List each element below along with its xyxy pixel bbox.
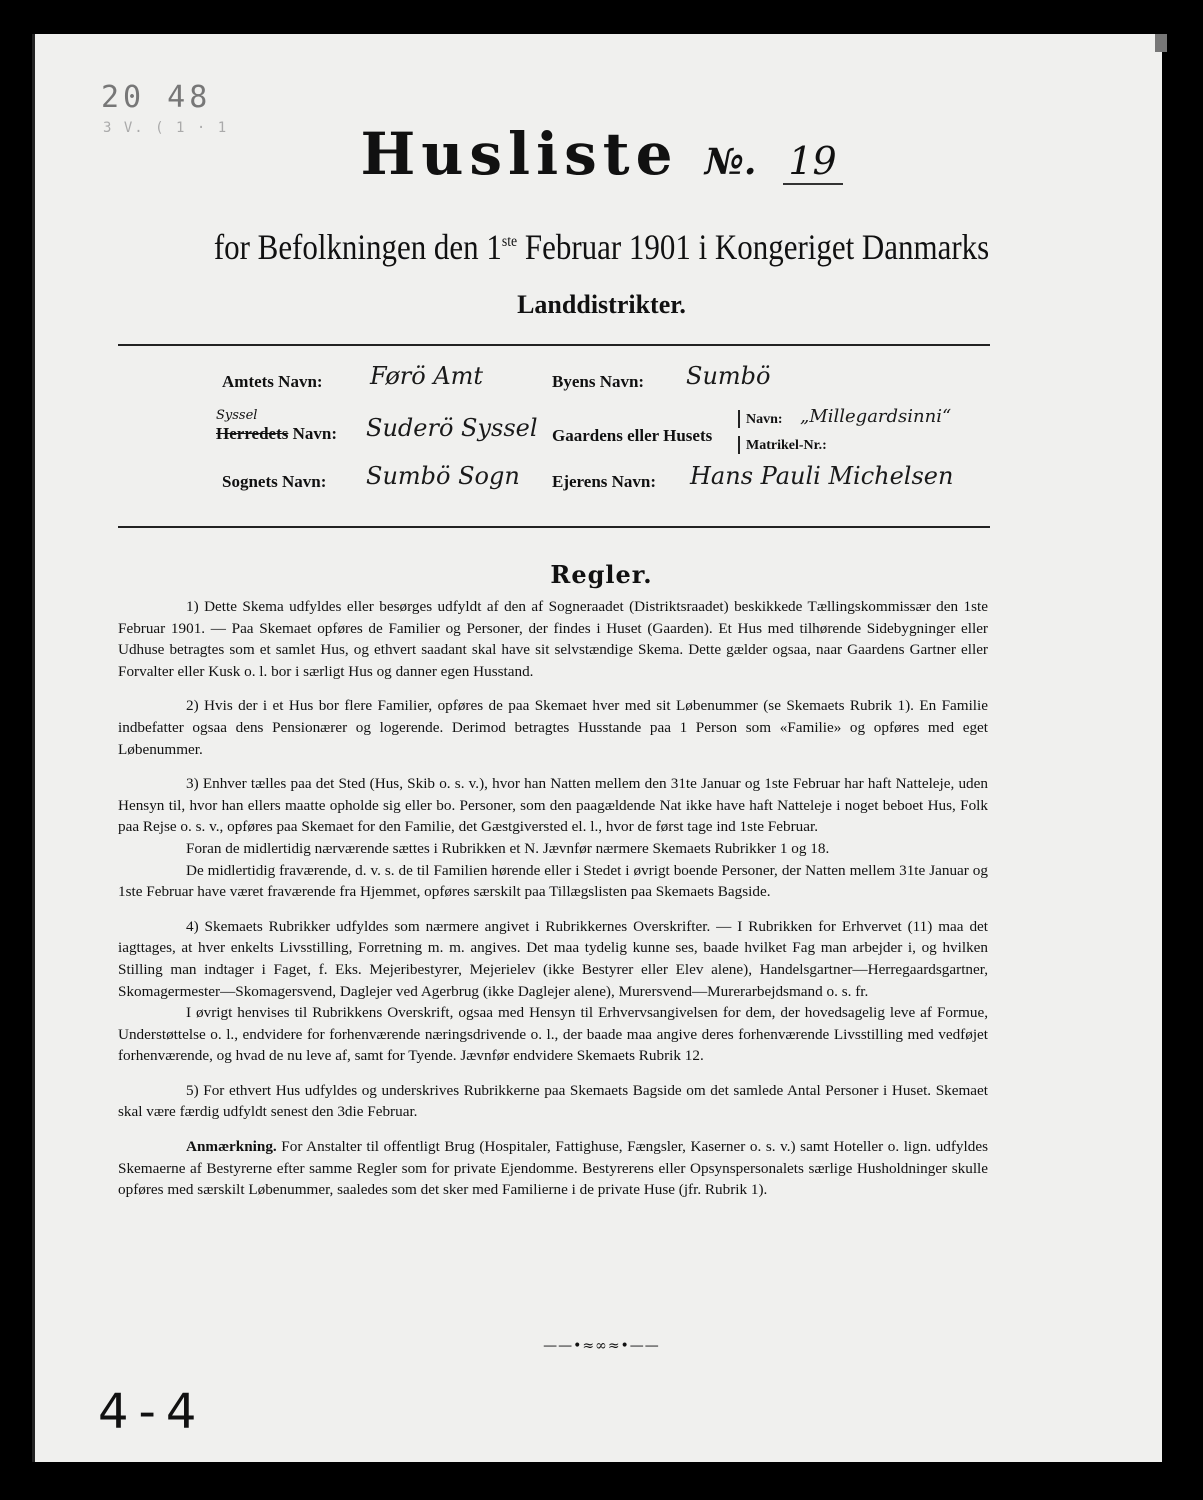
archive-stamp-faint: 3 V. ( 1 · 1 (103, 120, 229, 136)
rules-body (118, 596, 988, 1214)
handwritten-page-mark: 4-4 (98, 1384, 207, 1440)
ornament-divider: ——•≈∞≈•—— (543, 1338, 660, 1354)
house-number: 19 (783, 139, 843, 185)
rule-3b: Foran de midlertidig nærværende sættes i Rubrikken et N. Jævnfør nærmere Skemaets Rubrikker 1 og 18. (186, 839, 830, 857)
subtitle-post: Februar 1901 i Kongeriget Danmarks (517, 227, 990, 267)
rule-2: 2) Hvis der i et Hus bor flere Familier, opføres de paa Skemaet hver med sit Løbenummer (se Skemaets Rubrik 1). En Familie indbefatter ogsaa dens Pensionærer og logerende. Derimod betragtes Husstande paa 1 Person som «Familie» og opføres med eget Løbenummer. (118, 697, 988, 758)
herred-overwrite: Syssel (216, 408, 258, 423)
ejer-value: Hans Pauli Michelsen (690, 462, 954, 490)
annotation-text: For Anstalter til offentligt Brug (Hospitaler, Fattighuse, Fængsler, Kaserner o. s. v.) samt Hoteller o. lign. udfyldes Skemaerne af Bestyrerne efter samme Regler som for private Ejendomme. Bestyrerens eller Opsynspersonalets særlige Husholdninger skulle opføres med særskilt Løbenummer, saaledes som det sker med Familierne i de private Huse (jfr. Rubrik 1). (118, 1138, 988, 1199)
amt-label: Amtets Navn: (222, 372, 323, 391)
herred-label-rest: Navn: (288, 424, 338, 443)
number-prefix: №. (704, 141, 757, 183)
form-subtitle (84, 226, 1119, 268)
byens-label: Byens Navn: (552, 372, 645, 391)
herred-value: Suderö Syssel (366, 414, 538, 442)
annotation (118, 1136, 988, 1201)
corner-tab (1155, 34, 1167, 52)
rule-5: 5) For ethvert Hus udfyldes og underskrives Rubrikkerne paa Skemaets Bagside om det samlede Antal Personer i Huset. Skemaet skal være færdig udfyldt senest den 3die Februar. (118, 1081, 988, 1121)
sogn-value: Sumbö Sogn (366, 462, 520, 490)
annotation-label: Anmærkning. (186, 1138, 277, 1156)
subtitle-sup: ste (501, 233, 518, 250)
rule-4a: 4) Skemaets Rubrikker udfyldes som nærmere angivet i Rubrikkernes Overskrifter. — I Rubrikken for Erhvervet (11) maa det iagttages, at hver enkelts Livsstilling, Forretning m. m. angives. Det maa tydelig kunne ses, baade hvilket Fag man arbejder i, og hvilken Stilling man indtager i Faget, f. Eks. Mejeribestyrer, Mejerielev (ikke Bestyrer eller Elev alene), Handelsgartner—Herregaardsgartner, Skomagermester—Skomagersvend, Daglejer ved Agerbrug (ikke Daglejer alene), Murersvend—Murerarbejdsmand o. s. fr. (118, 917, 988, 1000)
rule-3a: 3) Enhver tælles paa det Sted (Hus, Skib o. s. v.), hvor han Natten mellem den 31te Januar og 1ste Februar har haft Natteleje, uden Hensyn til, hvor han ellers maatte opholde sig eller bo. Personer, som den paagældende Nat ikke have haft Natteleje i noget beboet Hus, Folk paa Rejse o. s. v., opføres paa Skemaet for den Familie, det Gæstgiversted el. l., hvor de først tage ind 1ste Februar. (118, 775, 988, 836)
gaard-matrikel-label: Matrikel-Nr.: (746, 438, 827, 453)
ejer-label: Ejerens Navn: (552, 472, 657, 491)
herred-label (216, 424, 337, 444)
form-subtitle-districts: Landdistrikter. (517, 290, 686, 319)
bracket-top (738, 410, 740, 428)
rule-4b: I øvrigt henvises til Rubrikkens Overskrift, ogsaa med Hensyn til Erhvervsangivelsen for dem, der hovedsagelig leve af Formue, Understøttelse o. l., endvidere for forhenværende næringsdrivende o. l., der baade maa angive deres forhenværende Livsstilling med vedføjet forhenværende, og hvad de nu leve af, samt for Tyende. Jævnfør endvidere Skemaets Rubrik 12. (118, 1004, 988, 1065)
gaard-navn-value: „Millegardsinni“ (800, 406, 952, 427)
amt-value: Førö Amt (370, 362, 484, 390)
archive-stamp: 20 48 (101, 80, 212, 115)
title-text: Husliste (360, 120, 679, 188)
byens-value: Sumbö (686, 362, 771, 390)
herred-label-struck: Herredets (216, 424, 289, 443)
rules-heading: Regler. (550, 560, 653, 589)
subtitle-pre: for Befolkningen den 1 (213, 227, 502, 267)
form-title (0, 120, 1203, 188)
bottom-rule (118, 526, 990, 528)
gaard-navn-label: Navn: (746, 412, 783, 427)
rule-3c: De midlertidig fraværende, d. v. s. de til Familien hørende eller i Stedet i øvrigt boende Personer, der Natten mellem 31te Januar og 1ste Februar have været fraværende fra Hjemmet, opføres særskilt paa Tillægslisten paa Skemaets Bagside. (118, 861, 988, 901)
gaard-label: Gaardens eller Husets (552, 426, 713, 445)
sogn-label: Sognets Navn: (222, 472, 327, 491)
bracket-bottom (738, 436, 740, 454)
top-rule (118, 344, 990, 346)
rule-1: 1) Dette Skema udfyldes eller besørges udfyldt af den af Sogneraadet (Distriktsraadet) beskikkede Tællingskommissær den 1ste Februar 1901. — Paa Skemaet opføres de Familier og Personer, der findes i Huset (Gaarden). Et Hus med tilhørende Sidebygninger eller Udhuse betragtes som et samlet Hus, og ethvert saadant skal have sit selvstændige Skema. Dette gælder ogsaa, naar Gaardens Gartner eller Forvalter eller Kusk o. l. bor i særligt Hus og danner egen Husstand. (118, 598, 988, 680)
